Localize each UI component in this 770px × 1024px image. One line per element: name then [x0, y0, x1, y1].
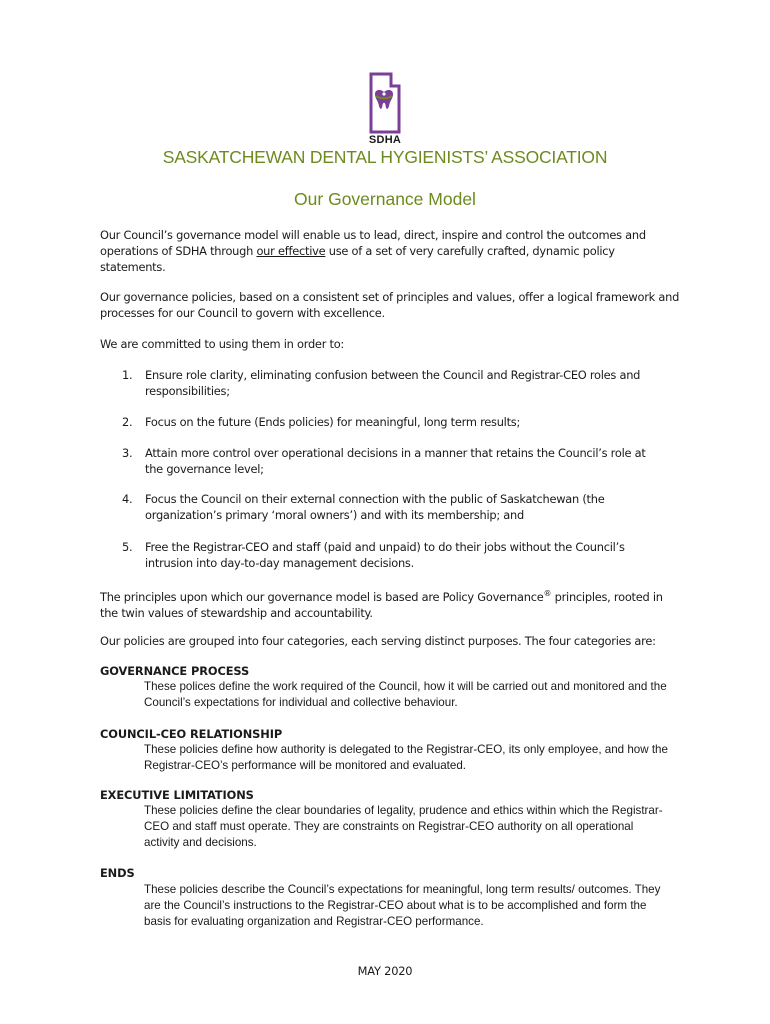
- intro-paragraph-3: We are committed to using them in order to:: [100, 337, 345, 351]
- principles-text: The principles upon which our governance model is based are Policy Governance: [100, 589, 544, 604]
- document-title: Our Governance Model: [294, 189, 476, 209]
- sdha-logo: [362, 72, 408, 148]
- list-number: 2.: [122, 415, 133, 429]
- categories-intro: Our policies are grouped into four categories, each serving distinct purposes. The four categories are:: [100, 634, 656, 648]
- category-description: These polices define the work required of the Council, how it will be carried out and monitored and the Council’s expectations for individual and collective behaviour.: [144, 680, 667, 709]
- intro-text: Our Council’s governance model will enable us to lead, direct, inspire and control the outcomes and operations of SDHA through: [100, 228, 646, 258]
- list-text: Focus on the future (Ends policies) for meaningful, long term results;: [145, 415, 521, 429]
- category-heading: ENDS: [100, 866, 135, 880]
- list-text: Attain more control over operational decisions in a manner that retains the Council’s role at the governance level;: [145, 446, 646, 476]
- organization-name: SASKATCHEWAN DENTAL HYGIENISTS’ ASSOCIATION: [162, 147, 608, 167]
- underlined-text: our effective: [256, 244, 326, 258]
- list-number: 1.: [122, 368, 133, 382]
- footer-date: MAY 2020: [357, 964, 413, 978]
- category-description: These policies define the clear boundaries of legality, prudence and ethics within which the Registrar-CEO and staff must operate. They are constraints on Registrar-CEO authority on all operational activity and decisions.: [144, 804, 663, 849]
- category-description: These policies describe the Council’s expectations for meaningful, long term results/ outcomes. They are the Council’s instructions to the Registrar-CEO about what is to be accomplished and form the basis for evaluating organization and Registrar-CEO performance.: [144, 883, 661, 928]
- list-number: 3.: [122, 446, 133, 460]
- registered-mark: ®: [543, 589, 552, 598]
- list-text: Free the Registrar-CEO and staff (paid and unpaid) to do their jobs without the Council’s intrusion into day-to-day management decisions.: [145, 540, 625, 570]
- category-heading: EXECUTIVE LIMITATIONS: [100, 788, 254, 802]
- category-heading: COUNCIL-CEO RELATIONSHIP: [100, 727, 283, 741]
- principles-text: principles, rooted in the twin values of stewardship and accountability.: [100, 589, 663, 620]
- saskatchewan-tooth-icon: [362, 72, 408, 134]
- list-text: Focus the Council on their external connection with the public of Saskatchewan (the organization’s primary ‘moral owners’) and with its membership; and: [145, 492, 605, 522]
- list-text: Ensure role clarity, eliminating confusion between the Council and Registrar-CEO roles and responsibilities;: [145, 368, 641, 398]
- list-number: 5.: [122, 540, 133, 554]
- intro-paragraph-1: [100, 227, 680, 275]
- list-number: 4.: [122, 492, 133, 506]
- intro-text: use of a set of very carefully crafted, dynamic policy statements.: [100, 244, 615, 274]
- intro-paragraph-2: Our governance policies, based on a consistent set of principles and values, offer a logical framework and processes for our Council to govern with excellence.: [100, 290, 680, 320]
- logo-text: SDHA: [368, 134, 402, 146]
- principles-paragraph: [100, 586, 675, 621]
- category-heading: GOVERNANCE PROCESS: [100, 664, 250, 678]
- category-description: These policies define how authority is delegated to the Registrar-CEO, its only employee, and how the Registrar-CEO’s performance will be monitored and evaluated.: [144, 743, 668, 772]
